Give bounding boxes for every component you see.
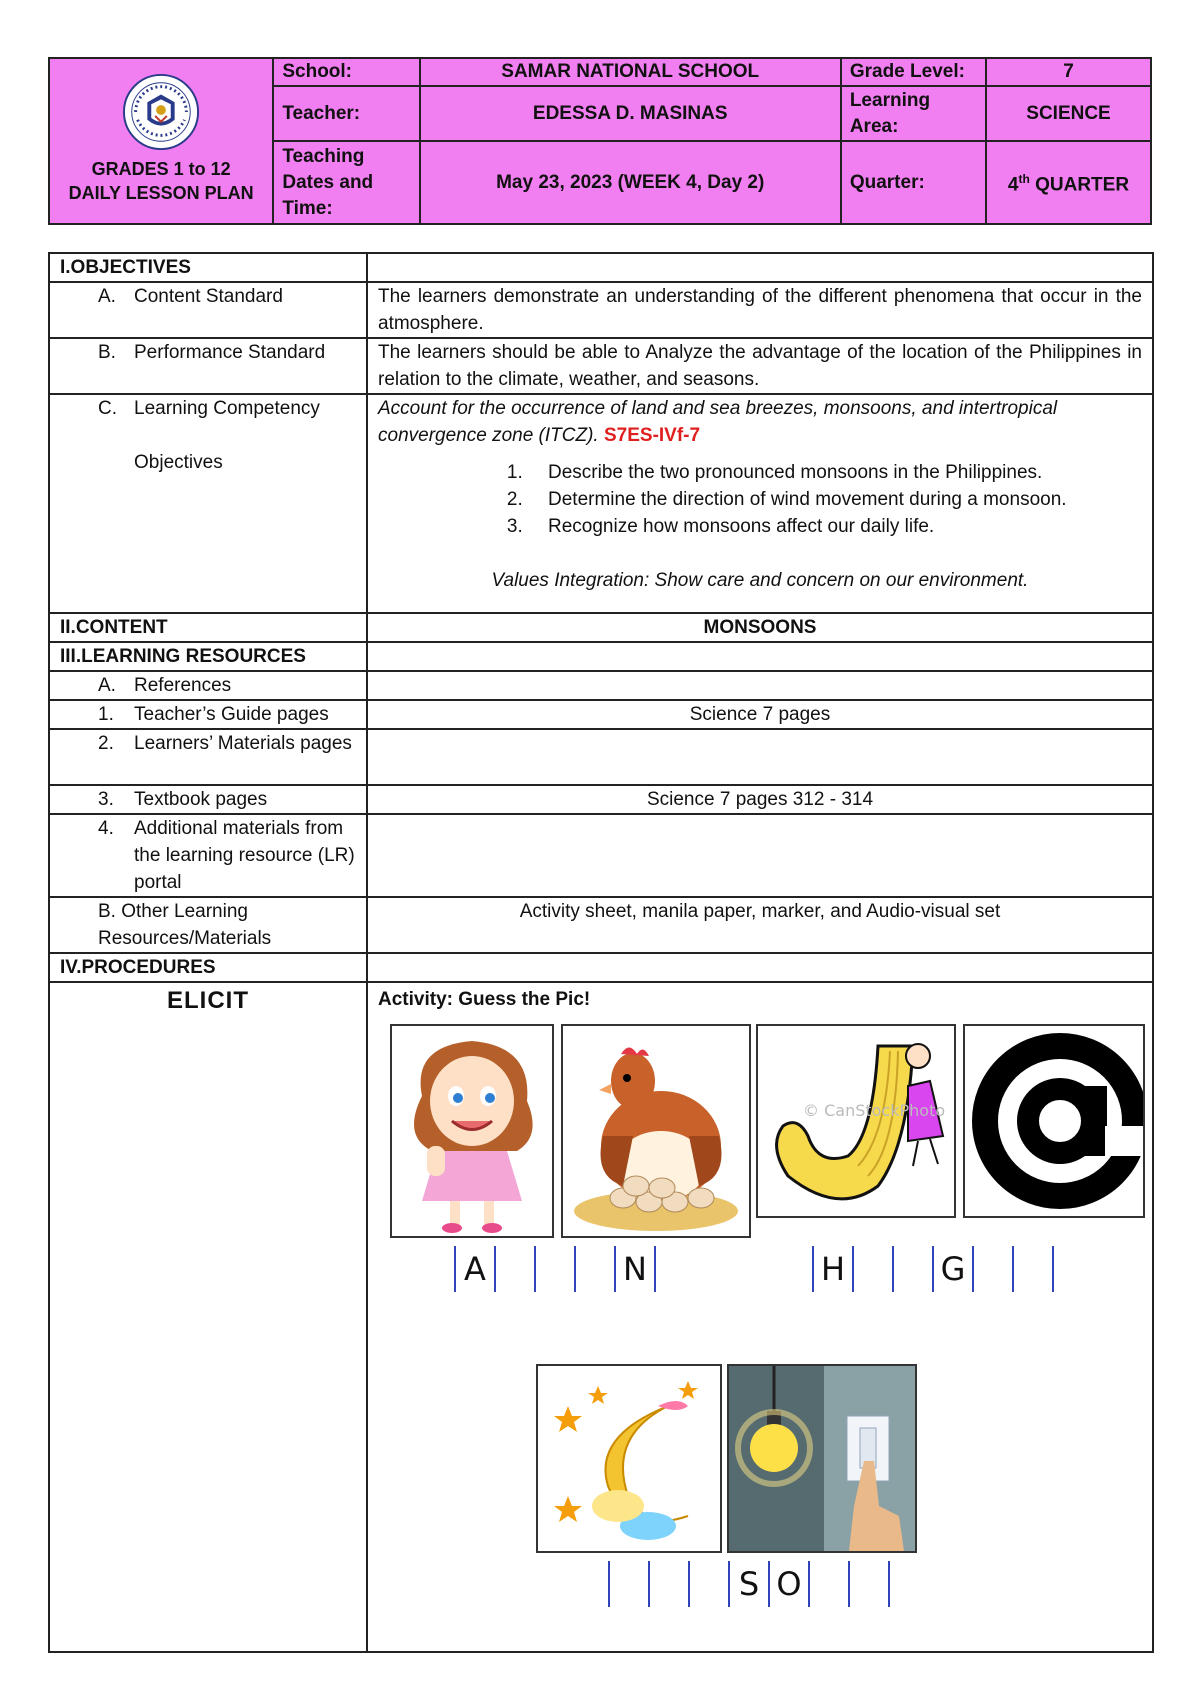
letter-box	[648, 1561, 688, 1607]
other-resources-label: B. Other Learning Resources/Materials	[49, 897, 367, 953]
letter-box	[688, 1561, 728, 1607]
teacher-label: Teacher:	[273, 86, 419, 141]
content-standard-label: Content Standard	[134, 286, 283, 307]
area-label: Learning Area:	[841, 86, 986, 141]
word3-boxes	[608, 1561, 890, 1607]
elicit-heading: ELICIT	[167, 987, 249, 1014]
letter-box	[892, 1246, 932, 1292]
lm-num: 2.	[98, 733, 114, 754]
quarter-word: QUARTER	[1035, 174, 1130, 196]
textbook-num: 3.	[98, 789, 114, 810]
deped-seal-icon	[122, 73, 200, 151]
letter-box: H	[812, 1246, 852, 1292]
textbook-label: Textbook pages	[134, 789, 268, 810]
letter-box: G	[932, 1246, 972, 1292]
objectives-list	[378, 459, 1142, 540]
quarter-label: Quarter:	[841, 141, 986, 224]
competency-marker: C.	[98, 398, 117, 419]
letter-box: N	[614, 1246, 656, 1292]
letter-box	[534, 1246, 574, 1292]
performance-standard-text: The learners should be able to Analyze the advantage of the location of the Philippines in relation to the climate, weather, and seasons.	[367, 338, 1153, 394]
word1-boxes	[454, 1246, 656, 1292]
activity-title: Activity: Guess the Pic!	[378, 989, 591, 1010]
switch-picture	[727, 1364, 917, 1553]
tg-num: 1.	[98, 704, 114, 725]
letter-box	[574, 1246, 614, 1292]
teacher-value: EDESSA D. MASINAS	[420, 86, 841, 141]
letter-box	[494, 1246, 534, 1292]
j-hair-picture	[756, 1024, 956, 1218]
picture-area	[368, 1016, 1152, 1651]
quarter-num: 4	[1007, 174, 1019, 196]
lesson-table	[48, 252, 1154, 1653]
grade-value: 7	[986, 58, 1151, 86]
competency-code: S7ES-IVf-7	[603, 425, 701, 446]
lm-value	[367, 729, 1153, 785]
tg-value: Science 7 pages	[367, 700, 1153, 729]
content-standard-marker: A.	[98, 286, 116, 307]
moon-picture	[536, 1364, 722, 1553]
letter-box: A	[454, 1246, 494, 1292]
letter-box	[972, 1246, 1012, 1292]
other-resources-value: Activity sheet, manila paper, marker, and Audio-visual set	[367, 897, 1153, 953]
school-value: SAMAR NATIONAL SCHOOL	[420, 58, 841, 86]
girl-picture	[390, 1024, 554, 1238]
quarter-value	[986, 141, 1151, 224]
competency-text: Account for the occurrence of land and sea breezes, monsoons, and intertropical convergence zone (ITCZ).	[378, 398, 1058, 446]
objectives-title: I.OBJECTIVES	[49, 253, 367, 282]
area-value: SCIENCE	[986, 86, 1151, 141]
letter-box: S	[728, 1561, 768, 1607]
lr-num: 4.	[98, 818, 114, 839]
references-marker: A.	[98, 675, 116, 696]
objective-item: 3. Recognize how monsoons affect our daily life.	[528, 513, 1142, 540]
header-table	[48, 57, 1152, 225]
objective-item: 2. Determine the direction of wind movement during a monsoon.	[528, 486, 1142, 513]
quarter-sup: th	[1018, 172, 1030, 187]
plan-title-line2: DAILY LESSON PLAN	[68, 183, 254, 203]
tg-label: Teacher’s Guide pages	[134, 704, 329, 725]
letter-box	[1012, 1246, 1054, 1292]
lr-label: Additional materials from the learning resource (LR) portal	[134, 818, 355, 893]
logo-cell	[49, 58, 273, 224]
competency-label: Learning Competency	[134, 398, 320, 419]
lr-value	[367, 814, 1153, 897]
letter-box	[852, 1246, 892, 1292]
lm-label: Learners’ Materials pages	[134, 733, 352, 754]
school-label: School:	[273, 58, 419, 86]
letter-box: O	[768, 1561, 808, 1607]
procedures-title: IV.PROCEDURES	[49, 953, 367, 982]
hen-picture	[561, 1024, 751, 1238]
at-sign-picture	[963, 1024, 1145, 1218]
dates-value: May 23, 2023 (WEEK 4, Day 2)	[420, 141, 841, 224]
values-integration: Values Integration: Show care and concern on our environment.	[491, 570, 1029, 591]
resources-title: III.LEARNING RESOURCES	[49, 642, 367, 671]
letter-box	[808, 1561, 848, 1607]
content-title: II.CONTENT	[49, 613, 367, 642]
objectives-sublabel: Objectives	[134, 452, 223, 473]
watermark-text: © CanStockPhoto	[803, 1101, 946, 1120]
references-label: References	[134, 675, 232, 696]
dates-label: Teaching Dates and Time:	[273, 141, 419, 224]
performance-standard-label: Performance Standard	[134, 342, 326, 363]
word2-boxes	[812, 1246, 1054, 1292]
plan-title-line1: GRADES 1 to 12	[91, 159, 231, 179]
grade-label: Grade Level:	[841, 58, 986, 86]
content-value: MONSOONS	[367, 613, 1153, 642]
objective-item: 1. Describe the two pronounced monsoons in the Philippines.	[528, 459, 1142, 486]
textbook-value: Science 7 pages 312 - 314	[367, 785, 1153, 814]
letter-box	[608, 1561, 648, 1607]
performance-standard-marker: B.	[98, 342, 116, 363]
letter-box	[848, 1561, 890, 1607]
content-standard-text: The learners demonstrate an understanding of the different phenomena that occur in the atmosphere.	[367, 282, 1153, 338]
